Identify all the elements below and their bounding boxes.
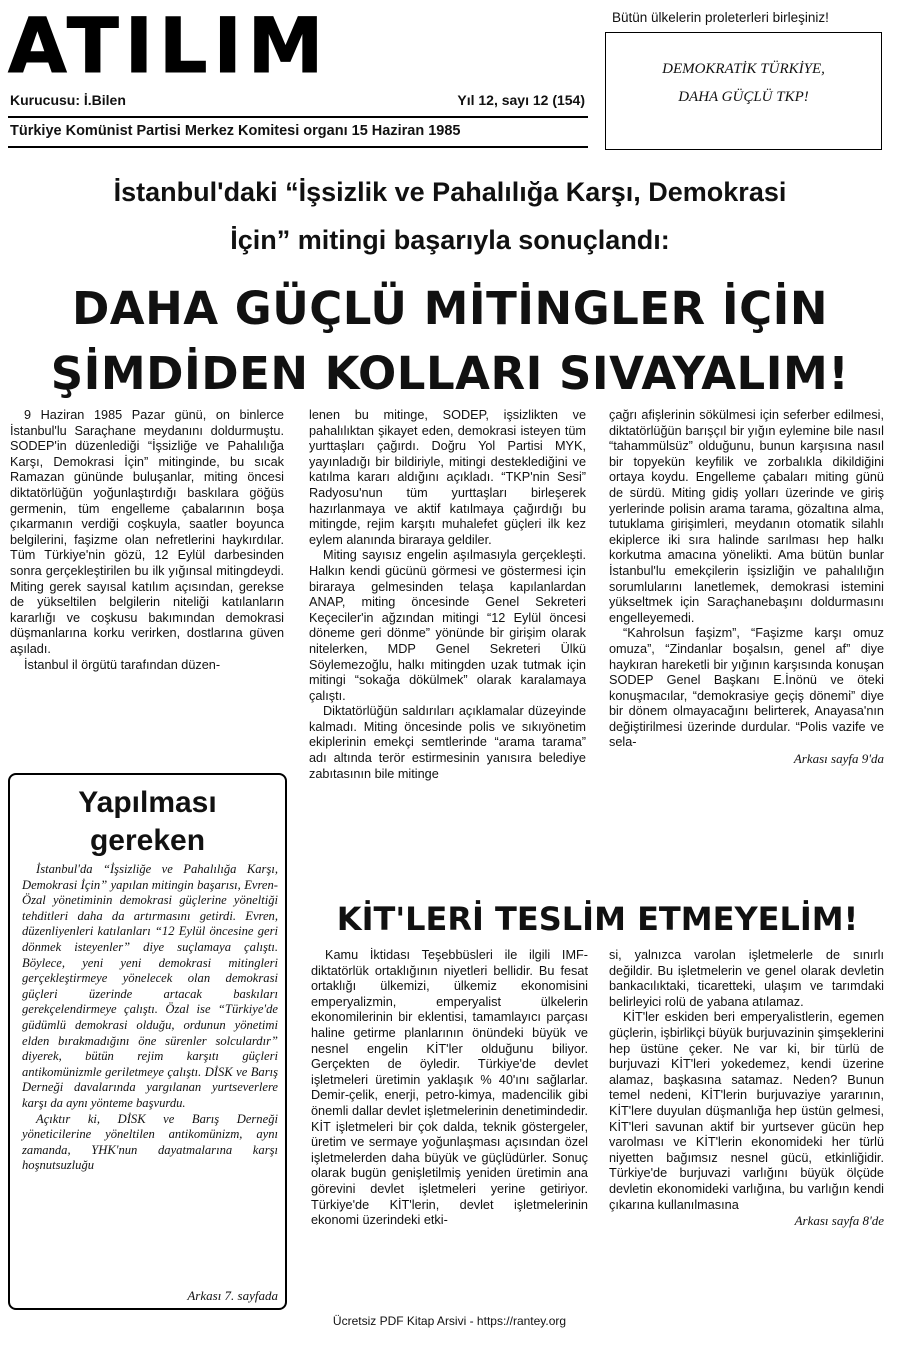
continued-note: Arkası sayfa 9'da bbox=[793, 751, 884, 767]
paragraph: İstanbul il örgütü tarafından düzen- bbox=[24, 657, 221, 672]
lead-subheadline bbox=[0, 168, 900, 264]
box-title-line: gereken bbox=[89, 824, 206, 857]
lead-column-1 bbox=[10, 408, 284, 673]
footer-watermark: Ücretsiz PDF Kitap Arsivi - https://rantey.org bbox=[332, 1314, 567, 1328]
slogan-box bbox=[605, 32, 882, 150]
paragraph: çağrı afişlerinin sökülmesi için seferber edilmesi, diktatörlüğün barışçıl bir yığın eylemine bile nasıl “tahammülsüz” olduğunu, bunun karşısına nasıl bir topyekün keyfilik ve zorbalıkla dikildiğini ortaya koydu. Engelleme çabaları miting günü de sürdü. Miting gidiş yolları üzerinde ve giriş yerlerinde polisin arama tarama, gözaltına alma, tutuklama girişimleri, meydanın otomatik silahlı ekiplerce iki sıra halinde sarılması hep halkı korkutma amacına yönelikti. Ama bütün bunlar İstanbul'lu emekçilerin işsizliğin ve pahalılığın sorumlularını lanetlemek, demokrasi istemini yükseltmek için Saraçhanebaşını doldurmasını engelleyemedi. bbox=[609, 408, 884, 625]
paragraph: Açıktır ki, DİSK ve Barış Derneği yöneticilerine yöneltilen antikomünizm, aynı zamanda, YHK'nun dayatmalarına karşı hoşnutsuzluğu bbox=[22, 1111, 278, 1173]
paragraph: “Kahrolsun faşizm”, “Faşizme karşı omuz omuza”, “Zindanlar boşalsın, genel af” diye haykıran hareketli bir yığının karşısında konuşan SODEP Genel Başkanı E.İnönü ve öteki konuşmacılar, “demokrasiye geçiş dönemi” diye bir dönem olmayacağını belirterek, Anayasa'nın değiştirilmesi üzerinde durdular. “Polis vazife ve sela- bbox=[609, 626, 884, 750]
organ-line: Türkiye Komünist Partisi Merkez Komitesi organı 15 Haziran 1985 bbox=[10, 123, 461, 139]
masthead-bottom-rule bbox=[8, 146, 588, 148]
lead-headline bbox=[0, 276, 900, 406]
paragraph: Miting sayısız engelin aşılmasıyla gerçekleşti. Halkın kendi gücünü görmesi ve göstermesi için biraraya gelmesinden telaşa kapılanlardan ANAP, miting öncesinde Genel Sekreteri Keçeciler'in ağzından mitingi “12 Eylül öncesi döneme geri dönme” yönünde bir girişim olarak nitelerken, MDP Genel Sekreteri Ülkü Söylemezoğlu, halkı mitingden uzak tutmak için mitingi “sokağa dökülmek” olarak karalamaya çalıştı. bbox=[309, 548, 586, 703]
founder-line: Kurucusu: İ.Bilen bbox=[10, 92, 126, 108]
lead-column-3 bbox=[609, 408, 884, 767]
issue-number: Yıl 12, sayı 12 (154) bbox=[457, 92, 585, 108]
paragraph: Kamu İktidası Teşebbüsleri ile ilgili IMF-diktatörlük ortaklığının niyetleri bellidir. Bu fesat ortaklığı ülkemizi, ülkemiz ekonomisini emperyalizmin, emperyalist ülkelerin ekonomilerinin bir eklentisi, tamamlayıcı parçası haline getirme planlarının önündeki büyük ve nesnel engelin KİT'ler olduğunu biliyor. Gerçekten de öyledir. Türkiye'de devlet işletmeleri üretimin yaklaşık % 40'ını sağlarlar. Demir-çelik, enerji, petro-kimya, madencilik gibi önemli dallar devlet işletmelerinin denetimindedir. KİT işletmeleri bir çok dalda, teknik göstergeler, üretim ve sermaye yoğunlaşması açısından özel işletmelerden daha büyük ve güçlüdürler. Sonuç olarak bugün genişletilmiş yeniden üretimin ana görevini devlet işletmeleri yerine getiriyor. Türkiye'de KİT'lerin, devlet işletmelerinin ekonomi üzerindeki etki- bbox=[311, 948, 588, 1228]
continued-note: Arkası 7. sayfada bbox=[187, 1288, 278, 1303]
subheadline-line: İstanbul'daki “İşsizlik ve Pahalılığa Karşı, Demokrasi bbox=[113, 177, 787, 207]
subheadline-line: İçin” mitingi başarıyla sonuçlandı: bbox=[230, 225, 670, 255]
kit-headline: KİT'LERİ TESLİM ETMEYELİM! bbox=[336, 900, 859, 938]
masthead-logo: ATILIM bbox=[8, 1, 330, 90]
headline-line: ŞİMDİDEN KOLLARI SIVAYALIM! bbox=[50, 347, 850, 400]
paragraph: lenen bu mitinge, SODEP, işsizlikten ve pahalılıktan şikayet eden, demokrasi isteyen tüm yurttaşları çağırdı. Doğru Yol Partisi MYK, yayınladığı bir bildiriyle, mitingi desteklediğini ve katılma kararı aldığını açıkladı. “TKP'nin Sesi” Radyosu'nun tüm yurttaşları birleşerek hazırlanmaya ve aktif katılmaya çağırdığı bu mitingde, rejim karşıtı muhalefet güçleri ilk kez eylem alanında biraraya geldiler. bbox=[309, 408, 586, 547]
paragraph: KİT'ler eskiden beri emperyalistlerin, egemen güçlerin, işbirlikçi büyük burjuvazinin şimşeklerini hep üstüne çeker. Ne var ki, bir türlü de burjuvazi KİT'leri yokedemez, kendi üzerine alamaz, başkasına satamaz. Neden? Bunun temel nedeni, KİT'lerin burjuvaziye yararının, KİT'lere duyulan düşmanlığa hep üstün gelmesi, KİT'leri savunan aktif bir yurtsever gücün hep varolması ve KİT'lerin ekonomideki her türlü niyetten bağımsız nesnel gücü, etkinliğidir. Türkiye'de burjuvazi varlığını büyük ölçüde devletin ekonomideki varlığına, bu varlığın kendi çıkarına kullanılmasına bbox=[609, 1010, 884, 1212]
headline-line: DAHA GÜÇLÜ MİTİNGLER İÇİN bbox=[71, 282, 829, 335]
kit-column-2 bbox=[609, 948, 884, 1229]
sidebar-box-title bbox=[8, 784, 287, 860]
lead-column-2 bbox=[309, 408, 586, 782]
paragraph: 9 Haziran 1985 Pazar günü, on binlerce İstanbul'lu Saraçhane meydanını doldurmuştu. SODEP'in düzenlediği “İşsizliğe ve Pahalılığa Karşı, Demokrasi İçin” mitinginde, bu sıcak Ramazan gününde buluşanlar, miting öncesi diktatörlüğün yoğunlaştırdığı baskılara göğüs germenin, tüm engelleme çabalarının boşa çıkarmanın verdiği coşkuyla, saatler boyunca belgilerini, faşizme olan nefretlerini haykırdılar. Tüm Türkiye'nin gözü, 12 Eylül darbesinden sonra gerçekleştirilen bu ilk yığınsal mitingdeydi. Miting gerek sayısal katılım açısından, gerekse de yükseltilen belgilerin niteliği katılanların kararlığı ve coşkusu bakımından demokrasi düşmanlarına korku verirken, dostlarına güven aşıladı. bbox=[10, 408, 284, 656]
kit-column-1 bbox=[311, 948, 588, 1229]
continued-note: Arkası sayfa 8'de bbox=[794, 1213, 884, 1229]
box-title-line: Yapılması bbox=[78, 786, 217, 819]
slogan-box-line: DAHA GÜÇLÜ TKP! bbox=[678, 89, 809, 105]
sidebar-box-body bbox=[22, 862, 278, 1174]
slogan: Bütün ülkelerin proleterleri birleşiniz! bbox=[612, 10, 829, 25]
paragraph: si, yalnızca varolan işletmelerle de sınırlı değildir. Bu işletmelerin ve genel olarak devletin bankacılıktaki, ticaretteki, ulaşım ve tarımdaki belirleyici rolü de yabana atılamaz. bbox=[609, 948, 884, 1009]
paragraph: İstanbul'da “İşsizliğe ve Pahalılığa Karşı, Demokrasi İçin” yapılan mitingin başarısı, Evren-Özal yönetiminin demokrasi güçlerine yöneltiği tehditleri daha da artırmasını getirdi. Evren, düzenliyenleri katılanları “12 Eylül öncesine geri dönmek isteyenler” diye suçlamaya çalıştı. Böylece, yeni yeni demokrasi mitingleri gerçekleştirmeye yönelecek olan demokrasi güçleri üzerinde artacak baskıları gerekçelendirmeye çalıştı. Özal ise “Türkiye'de güdümlü demokrasi olduğu, ordunun yönetimi elden bırakmadığını öne sürenler solculardır” diyerek, bütün rejim karşıtı güçleri antikomünizmle geriletmeye çalıştı. DİSK ve Barış Derneği davalarında yargılanan yurtseverlere karşı da aynı yönteme başvurdu. bbox=[22, 862, 278, 1110]
masthead-rule bbox=[8, 116, 588, 118]
slogan-box-line: DEMOKRATİK TÜRKİYE, bbox=[662, 61, 825, 77]
paragraph: Diktatörlüğün saldırıları açıklamalar düzeyinde kalmadı. Miting öncesinde polis ve sıkıyönetim ekiplerinin emekçi semtlerinde “arama tarama” adı altında terör estirmesinin yanısıra belediye zabıtasının bile mitinge bbox=[309, 704, 586, 781]
